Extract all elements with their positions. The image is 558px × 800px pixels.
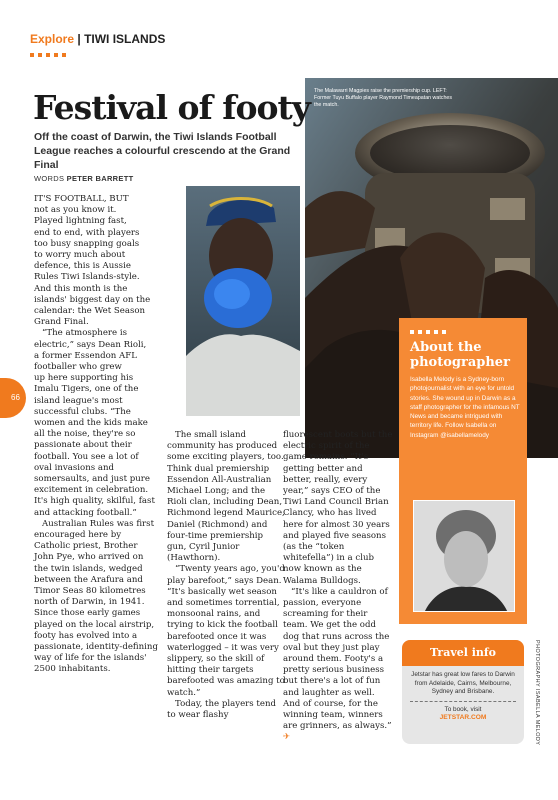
byline-name: PETER BARRETT (66, 174, 134, 183)
col1-paragraph: women and the kids make all the noise, they're so passionate about their football. You see a lot of oval invasions and somersaults, and just pure excitement in celebration. It's high quality, skilful, fast and attacking football.” (34, 418, 155, 518)
col1-line: end to end, with players (34, 227, 140, 238)
photo-caption: The Malawarri Magpies raise the premiership cup. LEFT: Former Tuyu Buffalo player Raymond Timeapatan watches the match. (314, 88, 452, 108)
col1-line: “The atmosphere is (42, 328, 127, 339)
col1-line: Rules Tiwi Islands-style. (34, 272, 140, 283)
travel-divider (410, 701, 516, 702)
col3-paragraph: fluorescent boots but the electric spirit of the game remains. “It's getting better and better, really, every year,” says CEO of the Tiwi Land Council Brian Clancy, who has lived here for almost 30 years and played five seasons (as the “token whitefella”) in a club now known as the Walama Bulldogs. (283, 430, 393, 586)
col2-paragraph: Today, the players tend to wear flashy (167, 698, 276, 721)
header-dots (30, 53, 66, 57)
col1-line: a former Essendon AFL (34, 350, 137, 361)
col1-line: island league's most (34, 395, 123, 406)
section-header (30, 32, 165, 46)
header-separator: | (77, 32, 81, 46)
col1-line: IT'S FOOTBALL, BUT (34, 194, 129, 204)
col1-line: Imalu Tigers, one of the (34, 384, 139, 395)
col1-paragraph: Australian Rules was first encouraged here by Catholic priest, Brother John Pye, who arrived on the twin islands, wedged between the Arafura and Timor Seas 80 kilometres north of Darwin, in 1941. Since those early games played on the local airstrip, footy has evolved into a passionate, identity-defining way of life for the islands' 2500 inhabitants. (34, 518, 158, 675)
col1-line: islands' biggest day on the (34, 294, 151, 305)
end-mark-icon: ✈ (283, 732, 291, 743)
travel-info-text: Jetstar has great low fares to Darwin from Adelaide, Cairns, Melbourne, Sydney and Brisbane. (411, 671, 515, 696)
about-title: About the photographer (410, 340, 510, 370)
col1-line: to worry much about (34, 250, 126, 261)
col3-paragraph: “It's like a cauldron of passion, everyone screaming for their team. We get the odd dog that runs across the oval but they just play around them. Footy's a pretty serious business but there's a lot of fun and laughter as well. And of course, for the winning team, winners are grinners, as always.” (283, 586, 392, 732)
column-2 (167, 430, 285, 721)
col1-line: Grand Final. (34, 317, 89, 328)
col1-line: footballer who grew (34, 362, 122, 373)
about-text: Isabella Melody is a Sydney-born photojournalist with an eye for untold stories. She wound up in Darwin as a staff photographer for the infamous NT News and became intrigued with territory life. Follow Isabella on Instagram @isabellamelody (410, 376, 520, 439)
travel-cta: To book, visit (444, 705, 482, 713)
column-1-top (34, 194, 184, 418)
column-3 (283, 430, 393, 744)
about-photographer-box (399, 318, 527, 624)
byline (34, 174, 133, 183)
photo-credit: PHOTOGRAPHY ISABELLA MELODY (534, 640, 540, 746)
col1-line: And this month is the (34, 283, 128, 294)
col1-line: defence, this is Aussie (34, 261, 131, 272)
col1-line: electric,” says Dean Rioli, (34, 339, 147, 350)
col1-line: Played lightning fast, (34, 216, 127, 227)
travel-info-box (402, 640, 524, 744)
player-portrait-photo (186, 186, 300, 416)
travel-info-title: Travel info (402, 640, 524, 666)
section-label: Explore (30, 32, 75, 46)
about-dots (410, 330, 446, 334)
subsection-label: TIWI ISLANDS (84, 32, 166, 46)
col1-line: up here supporting his (34, 373, 134, 384)
col1-line: too busy snapping goals (34, 238, 140, 249)
article-standfirst: Off the coast of Darwin, the Tiwi Islands Football League reaches a colourful crescendo at the Grand Final (34, 131, 291, 171)
article-title: Festival of footy (33, 88, 310, 127)
photographer-photo (413, 500, 515, 612)
col2-paragraph: “Twenty years ago, you'd play barefoot,” says Dean. “It's basically wet season and sometimes torrential, monsoonal rains, and trying to kick the football barefooted once it was waterlogged – it was very slippery, so the skill of hitting their targets barefooted was amazing to watch.” (167, 564, 285, 698)
col1-line: successful clubs. “The (34, 406, 131, 417)
column-1-bottom (34, 418, 158, 676)
col1-line: calendar: the Wet Season (34, 306, 146, 317)
byline-label: WORDS (34, 174, 65, 183)
col2-paragraph: The small island community has produced some exciting players, too. Think dual premiership Essendon All-Australian Michael Long; and the Rioli clan, including Dean, Richmond legend Maurice, Daniel (Richmond) and four-time premiership gun, Cyril Junior (Hawthorn). (167, 430, 285, 564)
jetstar-link[interactable]: JETSTAR.COM (439, 714, 487, 722)
col1-line: not as you know it. (34, 205, 117, 216)
page-number: 66 (11, 393, 20, 402)
